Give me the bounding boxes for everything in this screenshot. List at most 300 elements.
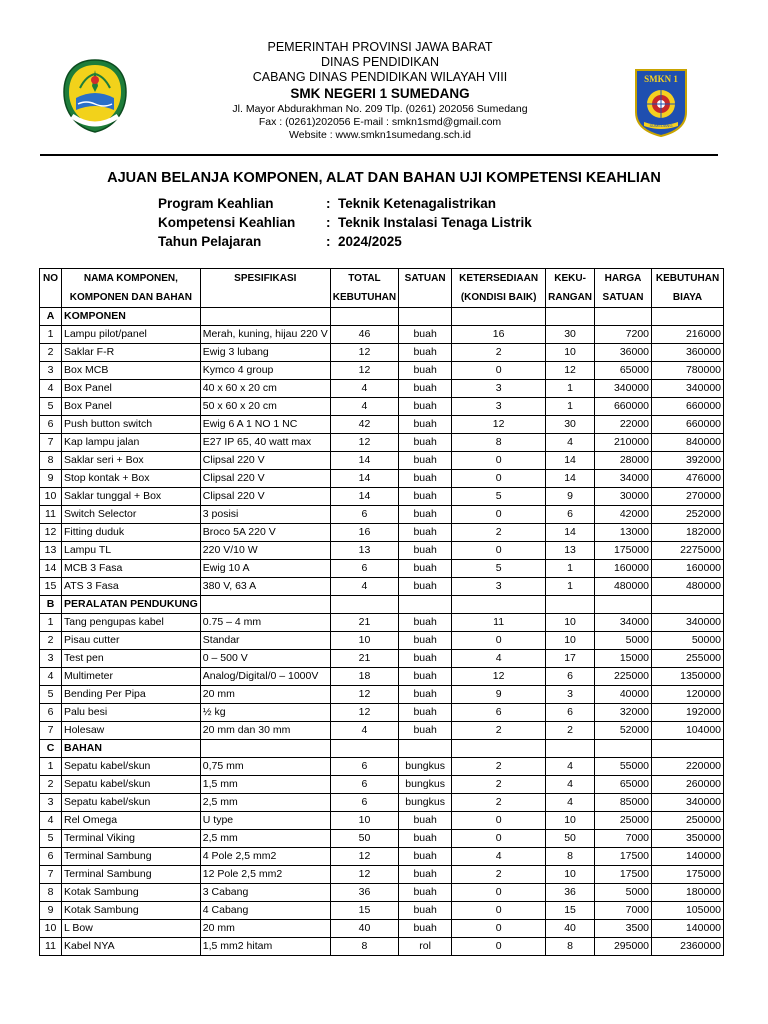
cell-shortage: 4 [546, 794, 595, 812]
cell-spec: Standar [200, 632, 330, 650]
cell-spec: 20 mm dan 30 mm [200, 722, 330, 740]
cell-unit-price: 340000 [595, 380, 652, 398]
cell-shortage: 15 [546, 902, 595, 920]
cell-availability: 5 [452, 560, 546, 578]
col-header-unit: SATUAN [399, 269, 452, 308]
cell-shortage: 10 [546, 344, 595, 362]
cell-spec: 20 mm [200, 686, 330, 704]
cell-no: 2 [40, 776, 62, 794]
info-label: Program Keahlian [158, 196, 274, 211]
section-name: BAHAN [62, 740, 201, 758]
cell-name: Pisau cutter [62, 632, 201, 650]
cell-shortage: 3 [546, 686, 595, 704]
cell-spec: 20 mm [200, 920, 330, 938]
cell-unit: buah [399, 812, 452, 830]
cell-spec: 40 x 60 x 20 cm [200, 380, 330, 398]
cell-cost: 1350000 [652, 668, 724, 686]
cell-no: 8 [40, 884, 62, 902]
cell-unit-price: 28000 [595, 452, 652, 470]
cell-total: 4 [330, 578, 398, 596]
cell-name: Switch Selector [62, 506, 201, 524]
cell-no: 6 [40, 416, 62, 434]
info-label: Tahun Pelajaran [158, 234, 262, 249]
cell-no: 4 [40, 380, 62, 398]
cell-availability: 4 [452, 848, 546, 866]
cell-no: 6 [40, 848, 62, 866]
cell-cost: 180000 [652, 884, 724, 902]
cell-cost: 780000 [652, 362, 724, 380]
cell-unit: buah [399, 434, 452, 452]
cell-cost: 660000 [652, 398, 724, 416]
col-header-no: NO [40, 269, 62, 308]
cell-name: Saklar F-R [62, 344, 201, 362]
cell-total: 6 [330, 758, 398, 776]
cell-shortage: 1 [546, 578, 595, 596]
cell-name: Lampu pilot/panel [62, 326, 201, 344]
cell-no: 7 [40, 866, 62, 884]
cell-unit: buah [399, 722, 452, 740]
cell-availability: 2 [452, 758, 546, 776]
cell-unit: buah [399, 506, 452, 524]
section-row [40, 596, 724, 614]
government-line: PEMERINTAH PROVINSI JAWA BARAT [267, 40, 493, 54]
empty-cell [399, 596, 452, 614]
cell-unit: rol [399, 938, 452, 956]
cell-cost: 260000 [652, 776, 724, 794]
cell-name: Saklar seri + Box [62, 452, 201, 470]
cell-spec: U type [200, 812, 330, 830]
col-header-name: NAMA KOMPONEN, KOMPONEN DAN BAHAN [62, 269, 201, 308]
cell-availability: 0 [452, 938, 546, 956]
cell-total: 14 [330, 488, 398, 506]
cell-shortage: 1 [546, 380, 595, 398]
table-row [40, 326, 724, 344]
cell-availability: 5 [452, 488, 546, 506]
cell-total: 15 [330, 902, 398, 920]
cell-spec: Ewig 6 A 1 NO 1 NC [200, 416, 330, 434]
cell-availability: 0 [452, 470, 546, 488]
cell-no: 11 [40, 938, 62, 956]
info-value: 2024/2025 [338, 234, 402, 249]
department-line: DINAS PENDIDIKAN [320, 55, 440, 69]
table-row [40, 650, 724, 668]
page-title: AJUAN BELANJA KOMPONEN, ALAT DAN BAHAN UJI KOMPETENSI KEAHLIAN [107, 170, 661, 186]
cell-shortage: 14 [546, 524, 595, 542]
table-row [40, 344, 724, 362]
cell-total: 10 [330, 812, 398, 830]
cell-spec: 4 Cabang [200, 902, 330, 920]
cell-cost: 270000 [652, 488, 724, 506]
cell-availability: 12 [452, 668, 546, 686]
cell-cost: 840000 [652, 434, 724, 452]
cell-unit: buah [399, 452, 452, 470]
empty-cell [452, 740, 546, 758]
cell-unit: buah [399, 380, 452, 398]
cell-cost: 140000 [652, 848, 724, 866]
cell-unit: bungkus [399, 776, 452, 794]
table-row [40, 470, 724, 488]
cell-unit-price: 660000 [595, 398, 652, 416]
cell-spec: 0,75 mm [200, 758, 330, 776]
cell-unit-price: 17500 [595, 866, 652, 884]
cell-shortage: 6 [546, 704, 595, 722]
empty-cell [546, 308, 595, 326]
cell-unit-price: 225000 [595, 668, 652, 686]
cell-cost: 50000 [652, 632, 724, 650]
cell-unit-price: 175000 [595, 542, 652, 560]
cell-unit: buah [399, 848, 452, 866]
cell-cost: 250000 [652, 812, 724, 830]
cell-cost: 182000 [652, 524, 724, 542]
branch-office-line: CABANG DINAS PENDIDIKAN WILAYAH VIII [252, 70, 508, 84]
cell-unit: buah [399, 902, 452, 920]
cell-unit: buah [399, 470, 452, 488]
cell-no: 10 [40, 488, 62, 506]
cell-unit-price: 5000 [595, 632, 652, 650]
cell-total: 50 [330, 830, 398, 848]
table-row [40, 758, 724, 776]
cell-cost: 360000 [652, 344, 724, 362]
info-colon: : [326, 196, 331, 211]
cell-unit-price: 160000 [595, 560, 652, 578]
table-body [40, 308, 724, 956]
cell-shortage: 4 [546, 434, 595, 452]
cell-shortage: 1 [546, 560, 595, 578]
cell-spec: 12 Pole 2,5 mm2 [200, 866, 330, 884]
cell-unit-price: 3500 [595, 920, 652, 938]
cell-spec: 1,5 mm2 hitam [200, 938, 330, 956]
cell-no: 10 [40, 920, 62, 938]
cell-total: 40 [330, 920, 398, 938]
cell-total: 18 [330, 668, 398, 686]
cell-unit: buah [399, 488, 452, 506]
cell-unit: buah [399, 578, 452, 596]
cell-availability: 0 [452, 542, 546, 560]
cell-availability: 2 [452, 524, 546, 542]
cell-cost: 175000 [652, 866, 724, 884]
section-name: PERALATAN PENDUKUNG [62, 596, 201, 614]
section-code: C [40, 740, 62, 758]
cell-no: 14 [40, 560, 62, 578]
cell-unit: buah [399, 398, 452, 416]
table-row [40, 506, 724, 524]
cell-no: 1 [40, 326, 62, 344]
cell-cost: 160000 [652, 560, 724, 578]
cell-availability: 12 [452, 416, 546, 434]
cell-shortage: 40 [546, 920, 595, 938]
school-name: SMK NEGERI 1 SUMEDANG [290, 86, 470, 101]
cell-unit-price: 7000 [595, 830, 652, 848]
section-name: KOMPONEN [62, 308, 201, 326]
cell-no: 1 [40, 614, 62, 632]
cell-name: MCB 3 Fasa [62, 560, 201, 578]
cell-cost: 2275000 [652, 542, 724, 560]
cell-total: 10 [330, 632, 398, 650]
section-code: A [40, 308, 62, 326]
cell-total: 36 [330, 884, 398, 902]
cell-shortage: 14 [546, 470, 595, 488]
empty-cell [546, 596, 595, 614]
section-row [40, 740, 724, 758]
empty-cell [330, 596, 398, 614]
cell-availability: 0 [452, 452, 546, 470]
cell-availability: 0 [452, 632, 546, 650]
col-header-shortage: KEKU- RANGAN [546, 269, 595, 308]
cell-name: Terminal Viking [62, 830, 201, 848]
cell-cost: 104000 [652, 722, 724, 740]
cell-spec: Clipsal 220 V [200, 452, 330, 470]
crest-text: SMKN 1 [644, 74, 678, 84]
cell-total: 14 [330, 470, 398, 488]
cell-name: Bending Per Pipa [62, 686, 201, 704]
cell-name: Holesaw [62, 722, 201, 740]
cell-shortage: 6 [546, 668, 595, 686]
cell-cost: 340000 [652, 614, 724, 632]
cell-unit: buah [399, 524, 452, 542]
cell-spec: Ewig 3 lubang [200, 344, 330, 362]
cell-total: 6 [330, 776, 398, 794]
cell-spec: 3 posisi [200, 506, 330, 524]
cell-unit: buah [399, 560, 452, 578]
cell-unit-price: 210000 [595, 434, 652, 452]
cell-availability: 0 [452, 506, 546, 524]
empty-cell [399, 740, 452, 758]
cell-unit-price: 15000 [595, 650, 652, 668]
cell-total: 4 [330, 380, 398, 398]
table-row [40, 668, 724, 686]
cell-cost: 192000 [652, 704, 724, 722]
cell-name: Box Panel [62, 380, 201, 398]
cell-total: 12 [330, 686, 398, 704]
cell-name: Box MCB [62, 362, 201, 380]
info-value: Teknik Instalasi Tenaga Listrik [338, 215, 532, 230]
school-address: Jl. Mayor Abdurakhman No. 209 Tlp. (0261) 202056 Sumedang [232, 103, 528, 115]
empty-cell [200, 308, 330, 326]
table-header-row [40, 269, 724, 308]
cell-unit-price: 34000 [595, 470, 652, 488]
cell-no: 3 [40, 362, 62, 380]
cell-spec: Merah, kuning, hijau 220 V [200, 326, 330, 344]
cell-no: 11 [40, 506, 62, 524]
cell-unit: buah [399, 650, 452, 668]
cell-spec: Clipsal 220 V [200, 488, 330, 506]
empty-cell [452, 596, 546, 614]
cell-total: 12 [330, 866, 398, 884]
cell-unit: buah [399, 326, 452, 344]
cell-name: ATS 3 Fasa [62, 578, 201, 596]
cell-unit: bungkus [399, 758, 452, 776]
cell-total: 4 [330, 722, 398, 740]
cell-spec: Kymco 4 group [200, 362, 330, 380]
cell-cost: 350000 [652, 830, 724, 848]
cell-shortage: 4 [546, 776, 595, 794]
table-row [40, 434, 724, 452]
table-row [40, 578, 724, 596]
cell-cost: 476000 [652, 470, 724, 488]
section-code: B [40, 596, 62, 614]
cell-no: 2 [40, 344, 62, 362]
empty-cell [330, 740, 398, 758]
cell-spec: Analog/Digital/0 – 1000V [200, 668, 330, 686]
empty-cell [330, 308, 398, 326]
cell-no: 7 [40, 722, 62, 740]
empty-cell [595, 740, 652, 758]
cell-unit: buah [399, 344, 452, 362]
empty-cell [546, 740, 595, 758]
cell-unit-price: 295000 [595, 938, 652, 956]
cell-total: 6 [330, 794, 398, 812]
table-row [40, 614, 724, 632]
info-colon: : [326, 215, 331, 230]
cell-no: 8 [40, 452, 62, 470]
col-header-spec: SPESIFIKASI [200, 269, 330, 308]
cell-name: Kap lampu jalan [62, 434, 201, 452]
table-row [40, 812, 724, 830]
cell-name: Saklar tunggal + Box [62, 488, 201, 506]
cell-total: 4 [330, 398, 398, 416]
cell-name: Push button switch [62, 416, 201, 434]
cell-total: 12 [330, 704, 398, 722]
cell-cost: 216000 [652, 326, 724, 344]
empty-cell [200, 740, 330, 758]
cell-availability: 16 [452, 326, 546, 344]
cell-no: 4 [40, 812, 62, 830]
table-row [40, 722, 724, 740]
cell-unit-price: 17500 [595, 848, 652, 866]
cell-spec: Broco 5A 220 V [200, 524, 330, 542]
cell-shortage: 8 [546, 938, 595, 956]
cell-spec: 380 V, 63 A [200, 578, 330, 596]
letterhead [0, 0, 768, 160]
cell-no: 15 [40, 578, 62, 596]
crest-bottom-text: SUMEDANG [649, 123, 673, 128]
cell-spec: E27 IP 65, 40 watt max [200, 434, 330, 452]
cell-cost: 252000 [652, 506, 724, 524]
cell-unit-price: 30000 [595, 488, 652, 506]
cell-name: Stop kontak + Box [62, 470, 201, 488]
cell-spec: 2,5 mm [200, 794, 330, 812]
table-row [40, 920, 724, 938]
empty-cell [452, 308, 546, 326]
table-row [40, 866, 724, 884]
budget-table [39, 268, 724, 956]
cell-total: 12 [330, 434, 398, 452]
cell-spec: 50 x 60 x 20 cm [200, 398, 330, 416]
empty-cell [652, 740, 724, 758]
header-divider [40, 154, 718, 156]
cell-spec: Ewig 10 A [200, 560, 330, 578]
cell-total: 42 [330, 416, 398, 434]
cell-shortage: 1 [546, 398, 595, 416]
cell-total: 12 [330, 848, 398, 866]
cell-availability: 8 [452, 434, 546, 452]
cell-unit: buah [399, 614, 452, 632]
cell-shortage: 13 [546, 542, 595, 560]
table-row [40, 830, 724, 848]
cell-spec: 3 Cabang [200, 884, 330, 902]
cell-unit-price: 65000 [595, 776, 652, 794]
cell-unit-price: 32000 [595, 704, 652, 722]
cell-availability: 0 [452, 362, 546, 380]
cell-no: 5 [40, 686, 62, 704]
cell-total: 6 [330, 560, 398, 578]
table-row [40, 686, 724, 704]
cell-shortage: 30 [546, 416, 595, 434]
cell-unit: buah [399, 866, 452, 884]
cell-no: 13 [40, 542, 62, 560]
cell-cost: 220000 [652, 758, 724, 776]
cell-no: 4 [40, 668, 62, 686]
cell-unit: buah [399, 830, 452, 848]
cell-shortage: 6 [546, 506, 595, 524]
cell-name: Sepatu kabel/skun [62, 776, 201, 794]
cell-no: 12 [40, 524, 62, 542]
cell-unit-price: 7200 [595, 326, 652, 344]
col-header-unit-price: HARGA SATUAN [595, 269, 652, 308]
school-website: Website : www.smkn1sumedang.sch.id [289, 129, 471, 141]
cell-availability: 0 [452, 812, 546, 830]
cell-unit: buah [399, 704, 452, 722]
cell-spec: ½ kg [200, 704, 330, 722]
cell-name: Palu besi [62, 704, 201, 722]
cell-unit: buah [399, 686, 452, 704]
cell-spec: 1,5 mm [200, 776, 330, 794]
col-header-total: TOTAL KEBUTUHAN [330, 269, 398, 308]
cell-no: 2 [40, 632, 62, 650]
cell-availability: 2 [452, 866, 546, 884]
cell-total: 14 [330, 452, 398, 470]
cell-unit-price: 13000 [595, 524, 652, 542]
table-row [40, 848, 724, 866]
cell-cost: 2360000 [652, 938, 724, 956]
cell-availability: 2 [452, 344, 546, 362]
school-crest-icon [634, 68, 688, 138]
cell-name: Sepatu kabel/skun [62, 758, 201, 776]
cell-name: Kotak Sambung [62, 902, 201, 920]
cell-cost: 340000 [652, 380, 724, 398]
cell-shortage: 10 [546, 632, 595, 650]
cell-total: 8 [330, 938, 398, 956]
cell-cost: 120000 [652, 686, 724, 704]
table-row [40, 452, 724, 470]
cell-no: 7 [40, 434, 62, 452]
cell-shortage: 50 [546, 830, 595, 848]
cell-unit: buah [399, 416, 452, 434]
cell-cost: 255000 [652, 650, 724, 668]
cell-name: L Bow [62, 920, 201, 938]
cell-availability: 3 [452, 578, 546, 596]
cell-availability: 11 [452, 614, 546, 632]
cell-spec: Clipsal 220 V [200, 470, 330, 488]
cell-availability: 2 [452, 776, 546, 794]
cell-name: Test pen [62, 650, 201, 668]
cell-shortage: 14 [546, 452, 595, 470]
cell-no: 3 [40, 794, 62, 812]
cell-no: 9 [40, 902, 62, 920]
table-row [40, 776, 724, 794]
cell-spec: 2,5 mm [200, 830, 330, 848]
cell-unit-price: 42000 [595, 506, 652, 524]
cell-shortage: 8 [546, 848, 595, 866]
cell-cost: 480000 [652, 578, 724, 596]
empty-cell [595, 308, 652, 326]
cell-availability: 3 [452, 398, 546, 416]
cell-shortage: 10 [546, 812, 595, 830]
cell-shortage: 30 [546, 326, 595, 344]
cell-availability: 0 [452, 830, 546, 848]
cell-unit: buah [399, 362, 452, 380]
col-header-cost: KEBUTUHAN BIAYA [652, 269, 724, 308]
